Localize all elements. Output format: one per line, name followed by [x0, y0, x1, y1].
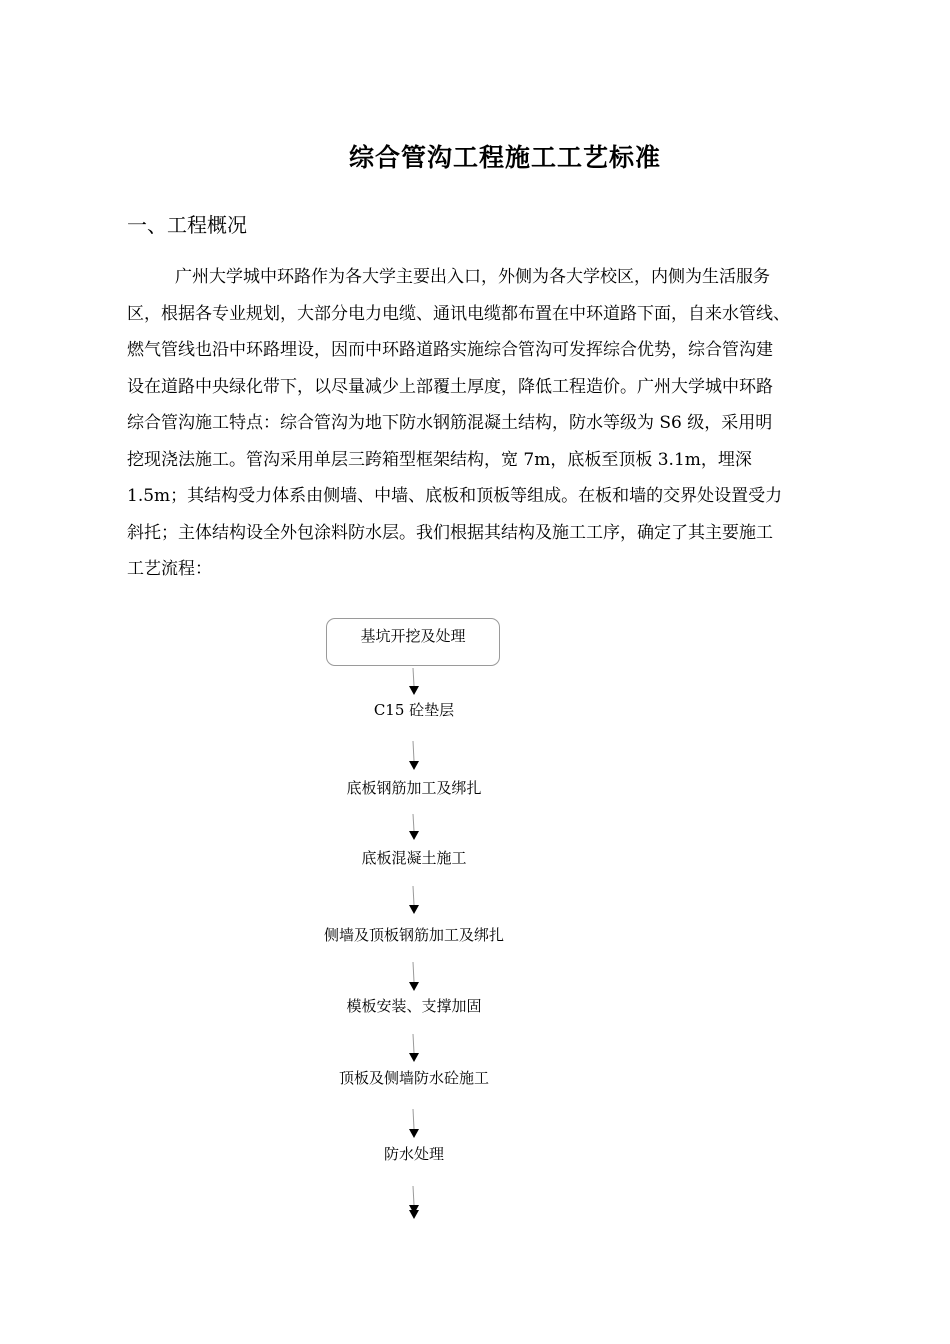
- flow-arrow-line: [413, 1109, 414, 1129]
- flow-step-wall-roof-rebar: 侧墙及顶板钢筋加工及绑扎: [323, 926, 504, 944]
- flow-arrow-head: [409, 761, 419, 770]
- flow-arrow-line: [413, 962, 414, 982]
- flow-arrow-line: [413, 741, 414, 761]
- flow-arrow-head: [409, 1129, 419, 1138]
- flow-arrow-line: [413, 886, 414, 905]
- flow-arrow-head: [409, 905, 419, 914]
- flow-step-waterproofing: 防水处理: [383, 1145, 444, 1163]
- paragraph-line: 设在道路中央绿化带下，以尽量减少上部覆土厚度，降低工程造价。广州大学城中环路: [127, 376, 773, 397]
- flow-arrow-head: [409, 982, 419, 991]
- paragraph-line: 1.5m；其结构受力体系由侧墙、中墙、底板和顶板等组成。在板和墙的交界处设置受力: [127, 486, 783, 506]
- flow-arrow-head: [409, 686, 419, 695]
- section-heading-overview: 一、工程概况: [127, 213, 247, 237]
- paragraph-line: 区，根据各专业规划，大部分电力电缆、通讯电缆都布置在中环道路下面，自来水管线、: [127, 303, 790, 324]
- flow-step-formwork: 模板安装、支撑加固: [346, 997, 482, 1015]
- flow-step-excavation: 基坑开挖及处理: [326, 618, 500, 666]
- flow-step-bottom-rebar: 底板钢筋加工及绑扎: [346, 779, 482, 797]
- paragraph-line: 综合管沟施工特点：综合管沟为地下防水钢筋混凝土结构，防水等级为 S6 级，采用明: [127, 413, 773, 433]
- flow-step-bottom-concrete: 底板混凝土施工: [361, 849, 467, 867]
- flow-step-waterproof-concrete: 顶板及侧墙防水砼施工: [338, 1069, 489, 1087]
- paragraph-line: 工艺流程：: [127, 559, 212, 579]
- flow-arrow-line: [413, 1186, 414, 1205]
- paragraph-line: 斜托；主体结构设全外包涂料防水层。我们根据其结构及施工工序，确定了其主要施工: [127, 522, 773, 543]
- flow-arrow-line: [413, 814, 414, 831]
- paragraph-line: 燃气管线也沿中环路埋设，因而中环路道路实施综合管沟可发挥综合优势，综合管沟建: [127, 340, 773, 360]
- flow-arrow-head: [409, 831, 419, 840]
- page-title: 综合管沟工程施工工艺标准: [348, 143, 661, 172]
- paragraph-line: 广州大学城中环路作为各大学主要出入口，外侧为各大学校区，内侧为生活服务: [175, 267, 770, 287]
- flow-arrow-head: [409, 1053, 419, 1062]
- paragraph-line: 挖现浇法施工。管沟采用单层三跨箱型框架结构，宽 7m，底板至顶板 3.1m，埋深: [127, 449, 752, 470]
- flow-arrow-line: [413, 1034, 414, 1053]
- flow-step-c15-cushion: C15 砼垫层: [373, 701, 455, 719]
- flow-arrow-line: [413, 668, 414, 686]
- flow-arrow-head: [409, 1210, 419, 1219]
